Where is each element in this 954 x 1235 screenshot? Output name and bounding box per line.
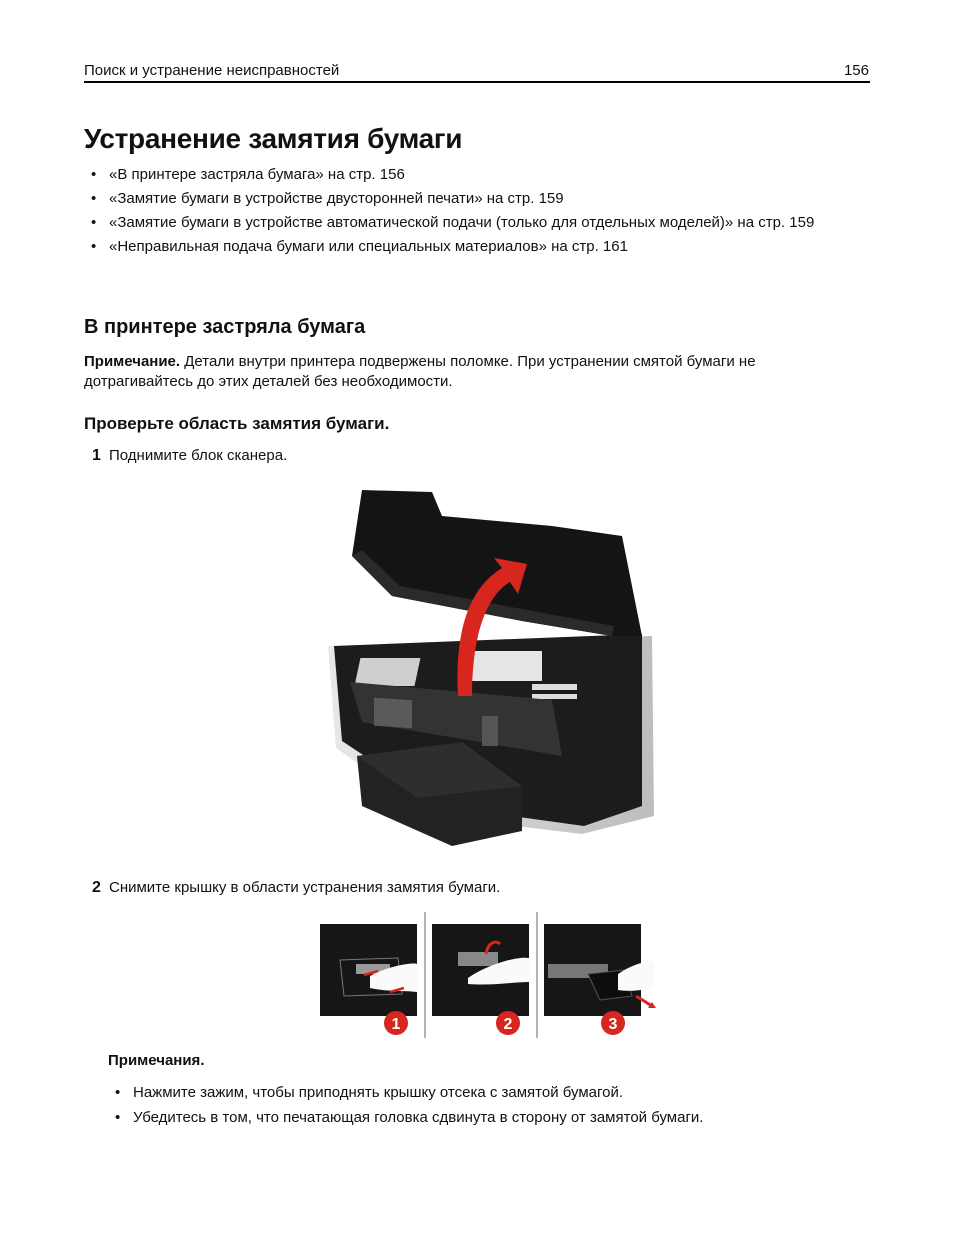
step-1 — [84, 446, 287, 466]
figure-panel-3 — [544, 924, 656, 1035]
note-label: Примечание. — [84, 353, 181, 370]
toc-link[interactable]: • «В принтере застряла бумага» на стр. 156 — [84, 165, 864, 185]
step-number: 1 — [92, 447, 101, 464]
figure-panel-2 — [432, 924, 529, 1035]
svg-text:2: 2 — [503, 1016, 513, 1033]
svg-text:3: 3 — [608, 1016, 618, 1033]
step-2 — [84, 878, 500, 898]
note-item: • Нажмите зажим, чтобы приподнять крышку отсека с замятой бумагой. — [108, 1083, 868, 1103]
svg-text:1: 1 — [391, 1016, 401, 1033]
toc-link[interactable]: • «Неправильная подача бумаги или специальных материалов» на стр. 161 — [84, 237, 864, 257]
page-title: Устранение замятия бумаги — [84, 123, 463, 154]
toc-link[interactable]: • «Замятие бумаги в устройстве двусторонней печати» на стр. 159 — [84, 189, 864, 209]
note-item: • Убедитесь в том, что печатающая головка сдвинута в сторону от замятой бумаги. — [108, 1108, 868, 1128]
step-text: Поднимите блок сканера. — [109, 447, 288, 464]
step-number: 2 — [92, 879, 101, 896]
toc-link[interactable]: • «Замятие бумаги в устройстве автоматической подачи (только для отдельных моделей)» на стр. 159 — [84, 213, 864, 233]
notes-title: Примечания. — [108, 1052, 205, 1069]
remove-cover-steps-figure — [318, 912, 660, 1038]
header-divider — [84, 81, 870, 83]
note-paragraph — [84, 352, 864, 392]
running-header-section: Поиск и устранение неисправностей — [84, 62, 340, 79]
notes-list — [108, 1083, 868, 1133]
toc-list — [84, 165, 864, 261]
printer-scanner-open-illustration — [322, 486, 658, 866]
step-text: Снимите крышку в области устранения замятия бумаги. — [109, 879, 501, 896]
figure-panel-1 — [320, 924, 417, 1035]
page-number: 156 — [843, 62, 869, 79]
section-heading: В принтере застряла бумага — [84, 316, 366, 338]
subsection-heading: Проверьте область замятия бумаги. — [84, 414, 390, 433]
note-text: Детали внутри принтера подвержены поломке. При устранении смятой бумаги не дотрагивайтесь до этих деталей без необходимости. — [84, 353, 756, 390]
